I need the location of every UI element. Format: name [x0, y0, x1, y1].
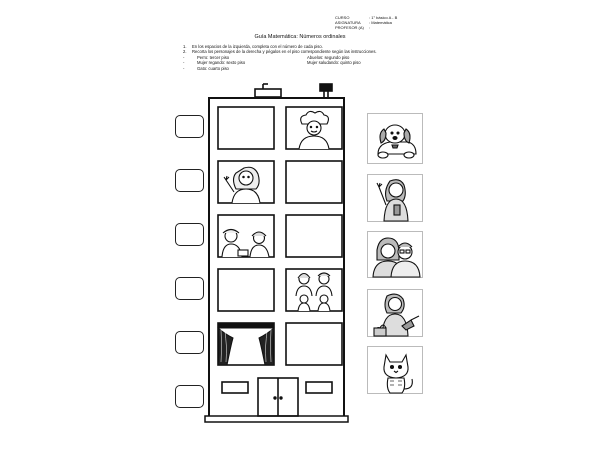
- step-text: Recorta los personajes de la derecha y pégalos en el piso correspondiente según las instrucciones.: [192, 49, 377, 55]
- roof-box: [320, 84, 332, 91]
- family-figures: [296, 273, 332, 311]
- waving-woman-figure: [224, 167, 260, 203]
- cutout-card-dog[interactable]: [367, 113, 423, 164]
- header-key: PROFESOR (A): [335, 25, 364, 30]
- instruction-item: - Mujer regando: sexto piso Mujer saludando: quinto piso: [183, 60, 361, 66]
- instruction-item: - Perro: tercer piso Abuelos: segundo piso: [183, 54, 350, 60]
- item-left: Gato: cuarto piso: [197, 65, 229, 71]
- window-f4-right: [286, 215, 342, 257]
- page-title: Guía Matemática: Números ordinales: [254, 34, 346, 40]
- cutout-card-cat[interactable]: [367, 346, 423, 394]
- instruction-item: - Gato: cuarto piso: [183, 66, 443, 71]
- curtains-figure: [218, 323, 274, 365]
- building-base: [205, 416, 348, 422]
- cutout-card-grandparents[interactable]: [367, 231, 423, 278]
- window-f3-left: [218, 269, 274, 311]
- item-left: Perro: tercer piso: [197, 54, 230, 60]
- item-left: Mujer regando: sexto piso: [197, 60, 246, 66]
- header-key: CURSO: [335, 15, 350, 20]
- roof-chimney: [255, 89, 281, 97]
- window-f2-right: [286, 323, 342, 365]
- children-figures: [222, 230, 269, 258]
- cutout-card-waving-woman[interactable]: [367, 174, 423, 222]
- dog-icon: [368, 114, 424, 165]
- header-key: ASIGNATURA: [335, 20, 361, 25]
- waving-woman-icon: [368, 175, 424, 223]
- step-number: 2.: [183, 49, 187, 55]
- chef-figure: [299, 111, 329, 149]
- window-f6-left: [218, 107, 274, 149]
- grandparents-icon: [368, 232, 424, 279]
- header-value: :: [369, 25, 371, 30]
- cat-icon: [368, 347, 424, 395]
- watering-woman-icon: [368, 290, 424, 338]
- ground-window-right: [306, 382, 332, 393]
- header-value: : Matemática: [369, 20, 392, 25]
- item-right: Abuelos: segundo piso: [307, 54, 350, 60]
- header-value: : 1° básico A - B: [369, 15, 398, 20]
- step-text: En los espacios de la izquierda, completa con el número de cada piso.: [192, 44, 323, 49]
- cutout-card-watering-woman[interactable]: [367, 289, 423, 337]
- step-number: 1.: [183, 44, 187, 49]
- ground-window-left: [222, 382, 248, 393]
- window-f3-right: [286, 269, 342, 311]
- window-f5-right: [286, 161, 342, 203]
- item-right: Mujer saludando: quinto piso: [307, 60, 361, 66]
